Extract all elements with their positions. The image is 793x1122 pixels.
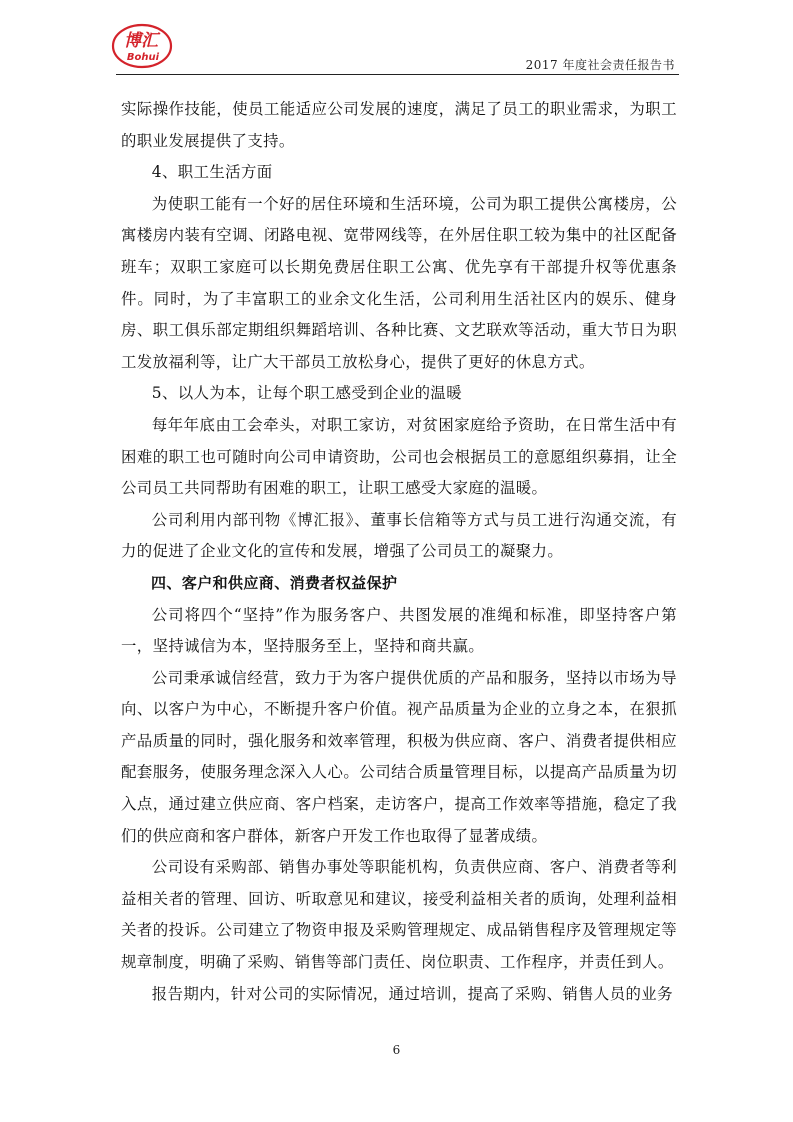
company-logo [111, 22, 175, 70]
paragraph: 每年年底由工会牵头，对职工家访，对贫困家庭给予资助，在日常生活中有困难的职工也可随时向公司申请资助，公司也会根据员工的意愿组织募捐，让全公司员工共同帮助有困难的职工，让职工感受大家庭的温暖。 [121, 415, 677, 498]
chapter-heading: 四、客户和供应商、消费者权益保护 [151, 573, 398, 592]
logo-text-cn: 博汇 [124, 31, 158, 51]
paragraph: 为使职工能有一个好的居住环境和生活环境，公司为职工提供公寓楼房，公寓楼房内装有空调、闭路电视、宽带网线等，在外居住职工较为集中的社区配备班车；双职工家庭可以长期免费居住职工公寓、优先享有干部提升权等优惠条件。同时，为了丰富职工的业余文化生活，公司利用生活社区内的娱乐、健身房、职工俱乐部定期组织舞蹈培训、各种比赛、文艺联欢等活动，重大节日为职工发放福利等，让广大干部员工放松身心，提供了更好的休息方式。 [121, 194, 677, 371]
header-divider [116, 74, 679, 75]
report-title: 2017 年度社会责任报告书 [525, 58, 675, 72]
paragraph: 公司设有采购部、销售办事处等职能机构，负责供应商、客户、消费者等利益相关者的管理、回访、听取意见和建议，接受利益相关者的质询，处理利益相关者的投诉。公司建立了物资申报及采购管理规定、成品销售程序及管理规定等规章制度，明确了采购、销售等部门责任、岗位职责、工作程序，并责任到人。 [121, 858, 677, 972]
page-number: 6 [392, 1043, 401, 1057]
paragraph: 公司秉承诚信经营，致力于为客户提供优质的产品和服务，坚持以市场为导向、以客户为中心，不断提升客户价值。视产品质量为企业的立身之本，在狠抓产品质量的同时，强化服务和效率管理，积极为供应商、客户、消费者提供相应配套服务，使服务理念深入人心。公司结合质量管理目标，以提高产品质量为切入点，通过建立供应商、客户档案，走访客户，提高工作效率等措施，稳定了我们的供应商和客户群体，新客户开发工作也取得了显著成绩。 [121, 668, 677, 845]
section-heading: 5、以人为本，让每个职工感受到企业的温暖 [151, 384, 463, 403]
paragraph: 公司将四个“坚持”作为服务客户、共图发展的准绳和标准，即坚持客户第一，坚持诚信为本，坚持服务至上，坚持和商共赢。 [121, 605, 677, 656]
document-body [121, 94, 677, 1010]
logo-text-en: Bohui [126, 52, 160, 63]
section-heading: 4、职工生活方面 [151, 163, 273, 182]
paragraph: 公司利用内部刊物《博汇报》、董事长信箱等方式与员工进行沟通交流，有力的促进了企业文化的宣传和发展，增强了公司员工的凝聚力。 [121, 510, 677, 561]
paragraph: 实际操作技能，使员工能适应公司发展的速度，满足了员工的职业需求，为职工的职业发展提供了支持。 [121, 100, 677, 150]
paragraph: 报告期内，针对公司的实际情况，通过培训，提高了采购、销售人员的业务 [151, 984, 673, 1003]
